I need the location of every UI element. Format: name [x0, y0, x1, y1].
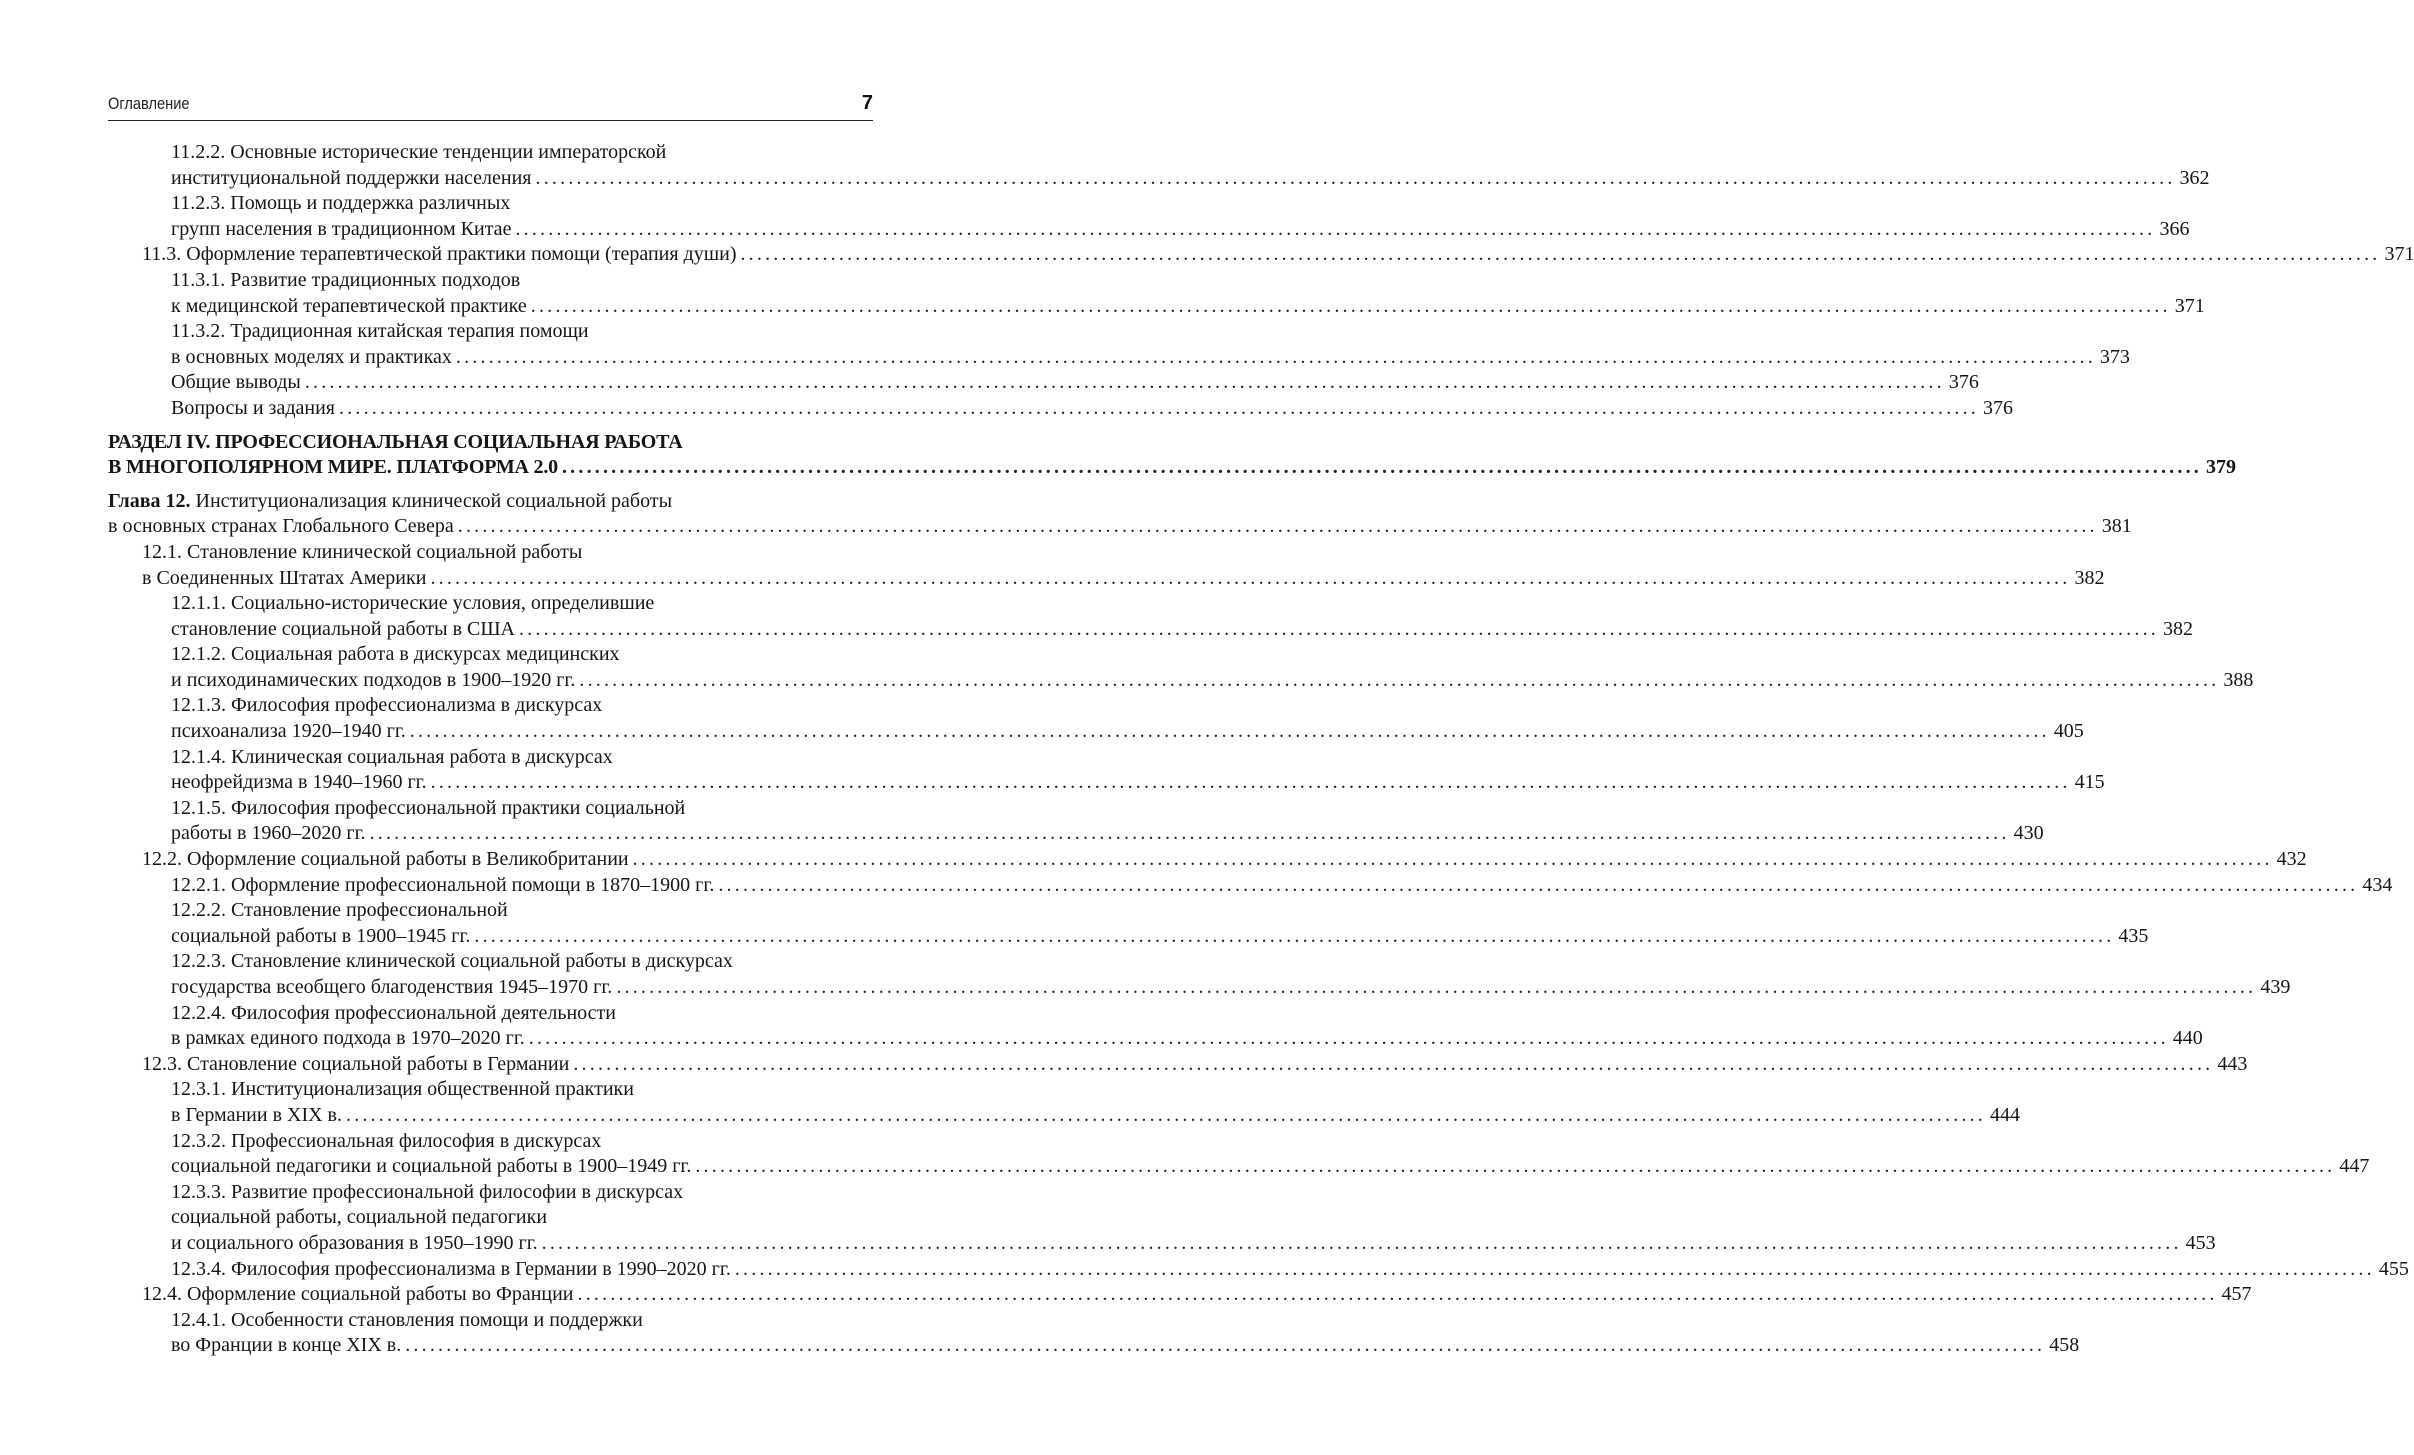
toc-entry-line	[171, 1001, 865, 1027]
toc-entry-line	[171, 140, 865, 166]
toc-entry-text: в основных странах Глобального Севера	[108, 515, 454, 538]
dot-leader: ........................................................................................................................................................................................................	[339, 396, 1979, 419]
toc-entry-line	[171, 1308, 865, 1334]
toc-entry-line	[171, 345, 2130, 371]
toc-entry-text: 12.1.4. Клиническая социальная работа в дискурсах	[171, 745, 613, 768]
toc-entry-line	[171, 796, 865, 822]
toc-page-number: 432	[2276, 848, 2307, 871]
toc-entry-text: и психодинамических подходов в 1900–1920 гг.	[171, 668, 576, 691]
toc-entry-text: 12.4.1. Особенности становления помощи и поддержки	[171, 1308, 643, 1331]
toc-entry-text: социальной педагогики и социальной работы в 1900–1949 гг.	[171, 1155, 692, 1178]
dot-leader: ........................................................................................................................................................................................................	[616, 976, 2257, 998]
toc-entry-line	[171, 719, 2084, 745]
toc-entry-text: Глава 12. Институционализация клинической социальной работы	[108, 489, 673, 512]
toc-page-number: 453	[2185, 1231, 2216, 1254]
toc-page-number: 458	[2049, 1334, 2080, 1357]
dot-leader: ........................................................................................................................................................................................................	[530, 294, 2171, 317]
toc-entry-text: Общие выводы	[171, 371, 301, 394]
toc-entry-line	[108, 430, 865, 456]
toc-page-number: 439	[2260, 976, 2291, 998]
toc-entry[interactable]	[108, 898, 2149, 949]
toc-entry-text: групп населения в традиционном Китае	[171, 217, 512, 240]
dot-leader: ........................................................................................................................................................................................................	[515, 217, 2156, 240]
toc-page-number: 388	[2223, 668, 2254, 691]
toc-entry-text: 11.3. Оформление терапевтической практики помощи (терапия души)	[142, 243, 737, 266]
toc-entry-text: неофрейдизма в 1940–1960 гг.	[171, 771, 427, 794]
toc-entry-line	[171, 1103, 2020, 1129]
toc-entry-line	[142, 1282, 2252, 1308]
toc-entry-line	[171, 1129, 865, 1155]
toc-entry-line	[142, 566, 2105, 592]
toc-entry-text: 11.2.2. Основные исторические тенденции императорской	[171, 141, 667, 163]
toc-entry-line	[171, 191, 865, 217]
toc-entry[interactable]	[108, 796, 2044, 847]
toc-entry-line	[171, 268, 865, 294]
toc-entry-text: 12.1.1. Социально-исторические условия, определившие	[171, 592, 655, 615]
dot-leader: ........................................................................................................................................................................................................	[457, 515, 2098, 538]
toc-entry-line	[171, 591, 865, 617]
toc-entry-text: 12.1.3. Философия профессионализма в дискурсах	[171, 694, 603, 717]
dot-leader: ........................................................................................................................................................................................................	[632, 848, 2273, 871]
toc-entry-line	[108, 514, 2132, 540]
dot-leader: ........................................................................................................................................................................................................	[561, 456, 2202, 479]
toc-entry[interactable]	[108, 1308, 2080, 1359]
dot-leader: ........................................................................................................................................................................................................	[541, 1231, 2182, 1254]
toc-entry-text: 12.2.1. Оформление профессиональной помощи в 1870–1900 гг.	[171, 873, 715, 896]
toc-entry-line	[171, 396, 2013, 422]
toc-page-number: 405	[2053, 720, 2084, 743]
toc-entry[interactable]	[108, 140, 2210, 191]
toc-entry-text: в Соединенных Штатах Америки	[142, 566, 427, 589]
page-number: 7	[861, 92, 873, 114]
toc-entry-text: Вопросы и задания	[171, 396, 335, 419]
toc-entry-line	[171, 745, 865, 771]
toc-page-number: 362	[2179, 166, 2210, 189]
toc-entry-line	[171, 668, 2254, 694]
toc-entry-line	[171, 1205, 865, 1231]
toc-entry-line	[171, 319, 865, 345]
toc-entry-line	[142, 540, 865, 566]
toc-entry-line	[171, 1257, 2409, 1283]
toc-page-number: 376	[1948, 371, 1979, 394]
toc-entry-line	[171, 1077, 865, 1103]
toc-entry-text: во Франции в конце XIX в.	[171, 1334, 402, 1357]
dot-leader: ........................................................................................................................................................................................................	[405, 1334, 2046, 1357]
dot-leader: ........................................................................................................................................................................................................	[528, 1027, 2169, 1050]
toc-entry-text: 11.3.1. Развитие традиционных подходов	[171, 268, 521, 291]
toc-entry-text: В МНОГОПОЛЯРНОМ МИРЕ. ПЛАТФОРМА 2.0	[108, 456, 558, 479]
toc-entry-text: в Германии в XIX в.	[171, 1103, 342, 1126]
toc-entry[interactable]	[108, 370, 1979, 396]
toc-entry[interactable]	[108, 847, 2307, 873]
dot-leader: ........................................................................................................................................................................................................	[430, 566, 2071, 589]
dot-leader: ........................................................................................................................................................................................................	[695, 1155, 2336, 1178]
toc-entry[interactable]	[108, 1180, 2216, 1257]
chapter-label: Глава 12.	[108, 489, 191, 512]
toc-entry-line	[171, 949, 865, 975]
toc-page-number: 444	[1990, 1103, 2020, 1126]
toc-page-number: 457	[2221, 1283, 2252, 1306]
toc-page-number: 371	[2174, 294, 2205, 317]
toc-entry-line	[171, 821, 2044, 847]
dot-leader: ........................................................................................................................................................................................................	[369, 822, 2010, 845]
toc-entry[interactable]	[108, 540, 2105, 591]
dot-leader: ........................................................................................................................................................................................................	[577, 1283, 2218, 1306]
toc-page-number: 373	[2099, 345, 2130, 368]
toc-entry-text: в рамках единого подхода в 1970–2020 гг.	[171, 1027, 525, 1050]
toc-entry-text: 12.1.2. Социальная работа в дискурсах медицинских	[171, 643, 620, 666]
toc-entry[interactable]	[108, 268, 2205, 319]
toc-entry[interactable]	[108, 1001, 2203, 1052]
dot-leader: ........................................................................................................................................................................................................	[535, 166, 2176, 189]
toc-entry-text: 12.2.4. Философия профессиональной деятельности	[171, 1001, 616, 1024]
toc-entry-text: государства всеобщего благоденствия 1945–1970 гг.	[171, 976, 613, 998]
toc-entry-text: 12.1.5. Философия профессиональной практики социальной	[171, 796, 686, 819]
dot-leader: ........................................................................................................................................................................................................	[474, 924, 2115, 947]
toc-entry-line	[171, 217, 2190, 243]
toc-entry-text: психоанализа 1920–1940 гг.	[171, 720, 406, 743]
toc-entry-text: институциональной поддержки населения	[171, 166, 532, 189]
toc-page-number: 376	[1983, 396, 2013, 419]
dot-leader: ........................................................................................................................................................................................................	[718, 873, 2359, 896]
toc-entry[interactable]	[108, 949, 2291, 1000]
toc-entry-text: становление социальной работы в США	[171, 617, 515, 640]
toc-entry[interactable]	[108, 693, 2084, 744]
toc-entry-line	[171, 770, 2105, 796]
toc-entry-text: работы в 1960–2020 гг.	[171, 822, 366, 845]
toc-entry-line	[171, 898, 865, 924]
toc-entry[interactable]	[108, 191, 2190, 242]
toc-entry-line	[171, 975, 2291, 1001]
toc-entry-line	[171, 873, 2393, 899]
toc-entry-line	[171, 1231, 2216, 1257]
toc-entry-line	[171, 166, 2210, 192]
toc-entry-text: 12.1. Становление клинической социальной работы	[142, 540, 583, 563]
toc-page-number: 430	[2013, 822, 2044, 845]
toc-entry-line	[108, 455, 2236, 481]
toc-page-number: 434	[2362, 873, 2393, 896]
toc-entry-text: и социального образования в 1950–1990 гг.	[171, 1231, 538, 1254]
toc-entry-line	[171, 1333, 2080, 1359]
toc-page-number: 435	[2118, 924, 2149, 947]
toc-page-number: 455	[2378, 1257, 2409, 1280]
toc-entry-text: 12.3.1. Институционализация общественной практики	[171, 1078, 634, 1101]
toc-entry[interactable]	[108, 642, 2254, 693]
toc-entry-line	[171, 1180, 865, 1206]
toc-page-number: 440	[2172, 1027, 2203, 1050]
toc-entry-text: РАЗДЕЛ IV. ПРОФЕССИОНАЛЬНАЯ СОЦИАЛЬНАЯ РАБОТА	[108, 430, 683, 453]
toc-entry[interactable]	[108, 396, 2013, 422]
toc-page-number: 443	[2217, 1052, 2248, 1075]
toc-entry[interactable]	[108, 745, 2105, 796]
toc-entry-text: 12.4. Оформление социальной работы во Франции	[142, 1283, 574, 1306]
toc-entry-line	[142, 1052, 2248, 1078]
toc-entry[interactable]	[108, 1052, 2248, 1078]
toc-entry[interactable]	[108, 873, 2393, 899]
toc-entry[interactable]	[108, 1282, 2252, 1308]
dot-leader: ........................................................................................................................................................................................................	[579, 668, 2220, 691]
toc-entry-text: в основных моделях и практиках	[171, 345, 452, 368]
dot-leader: ........................................................................................................................................................................................................	[409, 720, 2050, 743]
toc-entry-line	[142, 242, 2414, 268]
dot-leader: ........................................................................................................................................................................................................	[346, 1103, 1986, 1126]
toc-entry[interactable]	[108, 489, 2132, 540]
toc-entry[interactable]	[108, 430, 2236, 481]
toc-entry[interactable]	[108, 1129, 2370, 1180]
toc-entry[interactable]	[108, 1257, 2409, 1283]
toc-entry-text: 12.3.3. Развитие профессиональной философии в дискурсах	[171, 1180, 684, 1203]
toc-page-number: 382	[2074, 566, 2105, 589]
toc-entry-text: 12.3.4. Философия профессионализма в Германии в 1990–2020 гг.	[171, 1257, 731, 1280]
dot-leader: ........................................................................................................................................................................................................	[455, 345, 2096, 368]
toc-entry[interactable]	[108, 1077, 2020, 1128]
dot-leader: ........................................................................................................................................................................................................	[740, 243, 2381, 266]
toc-entry-line	[142, 847, 2307, 873]
header-title: Оглавление	[108, 94, 190, 113]
toc-entry-line	[108, 489, 865, 515]
toc-entry-text: 12.3. Становление социальной работы в Германии	[142, 1052, 570, 1075]
toc-page-number: 447	[2339, 1155, 2370, 1178]
toc-entry-line	[171, 617, 2193, 643]
running-header	[108, 94, 873, 121]
toc-page-number: 381	[2101, 515, 2132, 538]
toc-entry-text: к медицинской терапевтической практике	[171, 294, 527, 317]
toc-entry-line	[171, 1154, 2370, 1180]
toc-entry-text: 12.2.3. Становление клинической социальной работы в дискурсах	[171, 950, 733, 973]
toc-entry-text: 12.2.2. Становление профессиональной	[171, 899, 508, 922]
toc-entry-line	[171, 370, 1979, 396]
toc-page-number: 379	[2205, 456, 2236, 479]
toc-entry-line	[171, 294, 2205, 320]
toc-entry[interactable]	[108, 319, 2130, 370]
toc-entry-text: 12.3.2. Профессиональная философия в дискурсах	[171, 1129, 602, 1152]
toc-entry-line	[171, 642, 865, 668]
dot-leader: ........................................................................................................................................................................................................	[734, 1257, 2375, 1280]
toc-page-number: 415	[2074, 771, 2105, 794]
toc-entry-line	[171, 924, 2149, 950]
toc-entry-text: 11.3.2. Традиционная китайская терапия помощи	[171, 320, 589, 343]
toc-entry-line	[171, 1026, 2203, 1052]
dot-leader: ........................................................................................................................................................................................................	[304, 371, 1945, 394]
toc-page-number: 366	[2159, 217, 2190, 240]
toc-entry-text: социальной работы, социальной педагогики	[171, 1206, 548, 1229]
toc-entry[interactable]	[108, 242, 2414, 268]
toc-entry[interactable]	[108, 591, 2193, 642]
toc-entry-text: социальной работы в 1900–1945 гг.	[171, 924, 471, 947]
dot-leader: ........................................................................................................................................................................................................	[518, 617, 2159, 640]
toc-page-number: 382	[2162, 617, 2193, 640]
dot-leader: ........................................................................................................................................................................................................	[573, 1052, 2214, 1075]
toc-entry-text: 11.2.3. Помощь и поддержка различных	[171, 192, 511, 215]
toc-page-number: 371	[2384, 243, 2414, 266]
toc-entry-text: 12.2. Оформление социальной работы в Великобритании	[142, 848, 629, 871]
dot-leader: ........................................................................................................................................................................................................	[430, 771, 2071, 794]
toc-entry-line	[171, 693, 865, 719]
table-of-contents	[108, 140, 2414, 1359]
